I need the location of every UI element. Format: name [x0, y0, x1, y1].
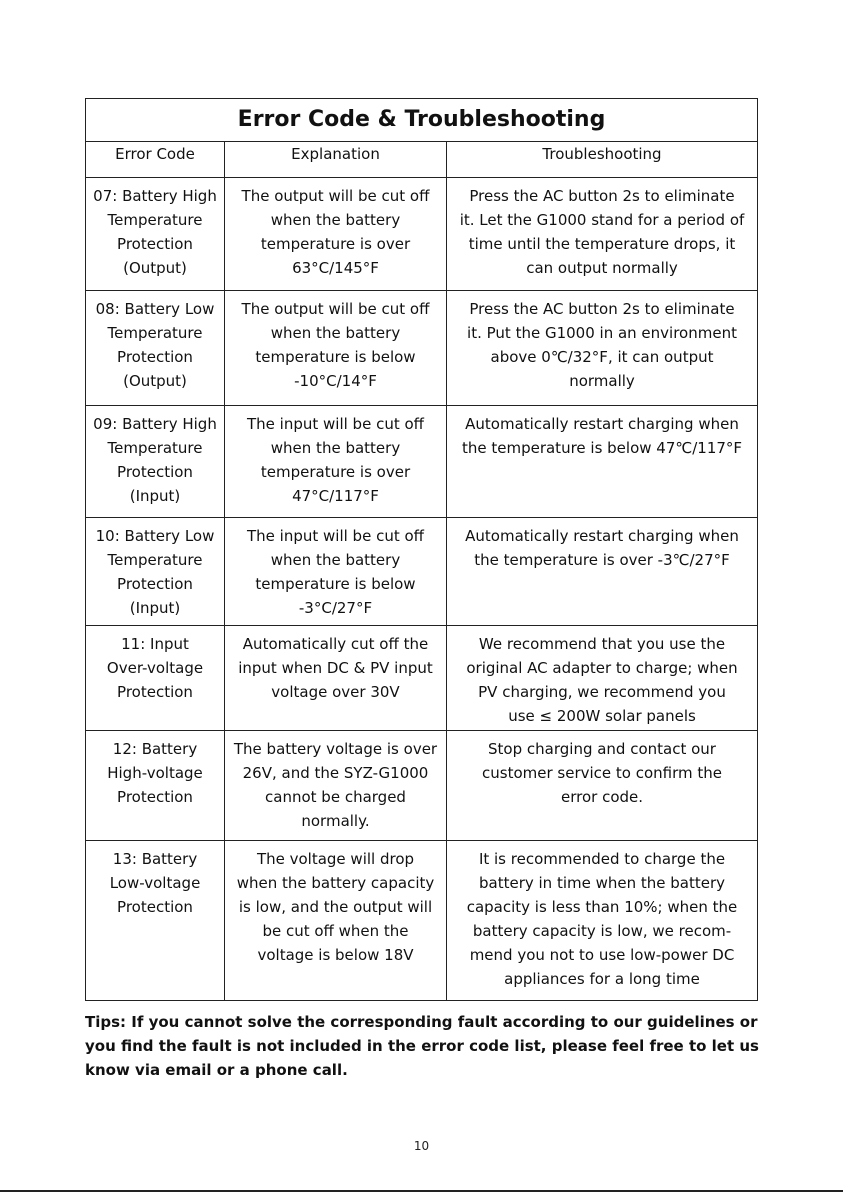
troubleshooting-text: Press the AC button 2s to eliminate it. Put the G1000 in an environment above 0℃/32°F, it can output normally [467, 300, 737, 390]
error-code-cell [86, 518, 225, 626]
troubleshooting-text: It is recommended to charge the battery in time when the battery capacity is less than 10%; when the battery capacity is low, we recom- mend you not to use low-power DC appliances for a long time [466, 850, 738, 988]
explanation-text: The output will be cut off when the battery temperature is below -10°C/14°F [241, 300, 430, 390]
troubleshooting-cell [447, 406, 758, 518]
error-code-text: 12: Battery High-voltage Protection [107, 740, 203, 806]
error-code-cell [86, 406, 225, 518]
table-row [86, 406, 758, 518]
explanation-cell [225, 626, 447, 731]
table-row [86, 178, 758, 291]
explanation-cell [225, 731, 447, 841]
troubleshooting-text: Press the AC button 2s to eliminate it. Let the G1000 stand for a period of time until the temperature drops, it can output normally [459, 187, 745, 277]
troubleshooting-text: Stop charging and contact our customer service to confirm the error code. [482, 740, 723, 806]
troubleshooting-text: We recommend that you use the original AC adapter to charge; when PV charging, we recommend you use ≤ 200W solar panels [466, 635, 738, 725]
header-error-code: Error Code [86, 142, 225, 178]
explanation-cell [225, 406, 447, 518]
troubleshooting-cell [447, 178, 758, 291]
page-number: 10 [413, 1139, 430, 1153]
explanation-cell [225, 518, 447, 626]
troubleshooting-cell [447, 626, 758, 731]
explanation-text: The output will be cut off when the battery temperature is over 63°C/145°F [241, 187, 430, 277]
explanation-text: The voltage will drop when the battery capacity is low, and the output will be cut off when the voltage is below 18V [236, 850, 435, 964]
troubleshooting-text: Automatically restart charging when the temperature is below 47℃/117°F [461, 415, 743, 457]
table-header-row [86, 142, 758, 178]
header-troubleshooting: Troubleshooting [447, 142, 758, 178]
tips-note: Tips: If you cannot solve the corresponding fault according to our guidelines or you find the fault is not included in the error code list, please feel free to let us know via email or a phone call. [85, 1013, 759, 1079]
explanation-cell [225, 291, 447, 406]
table-row [86, 626, 758, 731]
error-code-text: 07: Battery High Temperature Protection (Output) [93, 187, 217, 277]
table-row [86, 841, 758, 1001]
troubleshooting-cell [447, 518, 758, 626]
table-title-row [86, 99, 758, 142]
error-code-cell [86, 626, 225, 731]
explanation-text: The battery voltage is over 26V, and the SYZ-G1000 cannot be charged normally. [233, 740, 438, 830]
error-code-table [85, 98, 758, 1001]
error-code-text: 10: Battery Low Temperature Protection (Input) [95, 527, 215, 617]
error-code-text: 09: Battery High Temperature Protection (Input) [93, 415, 217, 505]
table-title: Error Code & Troubleshooting [86, 99, 758, 142]
explanation-text: The input will be cut off when the battery temperature is below -3°C/27°F [247, 527, 424, 617]
troubleshooting-cell [447, 841, 758, 1001]
troubleshooting-text: Automatically restart charging when the temperature is over -3℃/27°F [465, 527, 739, 569]
error-code-cell [86, 291, 225, 406]
explanation-text: Automatically cut off the input when DC & PV input voltage over 30V [238, 635, 433, 701]
error-code-text: 08: Battery Low Temperature Protection (Output) [95, 300, 215, 390]
table-row [86, 518, 758, 626]
error-code-text: 11: Input Over-voltage Protection [106, 635, 204, 701]
table-row [86, 291, 758, 406]
error-code-cell [86, 841, 225, 1001]
explanation-text: The input will be cut off when the battery temperature is over 47°C/117°F [247, 415, 424, 505]
header-explanation: Explanation [225, 142, 447, 178]
troubleshooting-cell [447, 731, 758, 841]
error-code-cell [86, 178, 225, 291]
troubleshooting-cell [447, 291, 758, 406]
explanation-cell [225, 841, 447, 1001]
explanation-cell [225, 178, 447, 291]
error-code-cell [86, 731, 225, 841]
table-row [86, 731, 758, 841]
error-code-text: 13: Battery Low-voltage Protection [109, 850, 201, 916]
